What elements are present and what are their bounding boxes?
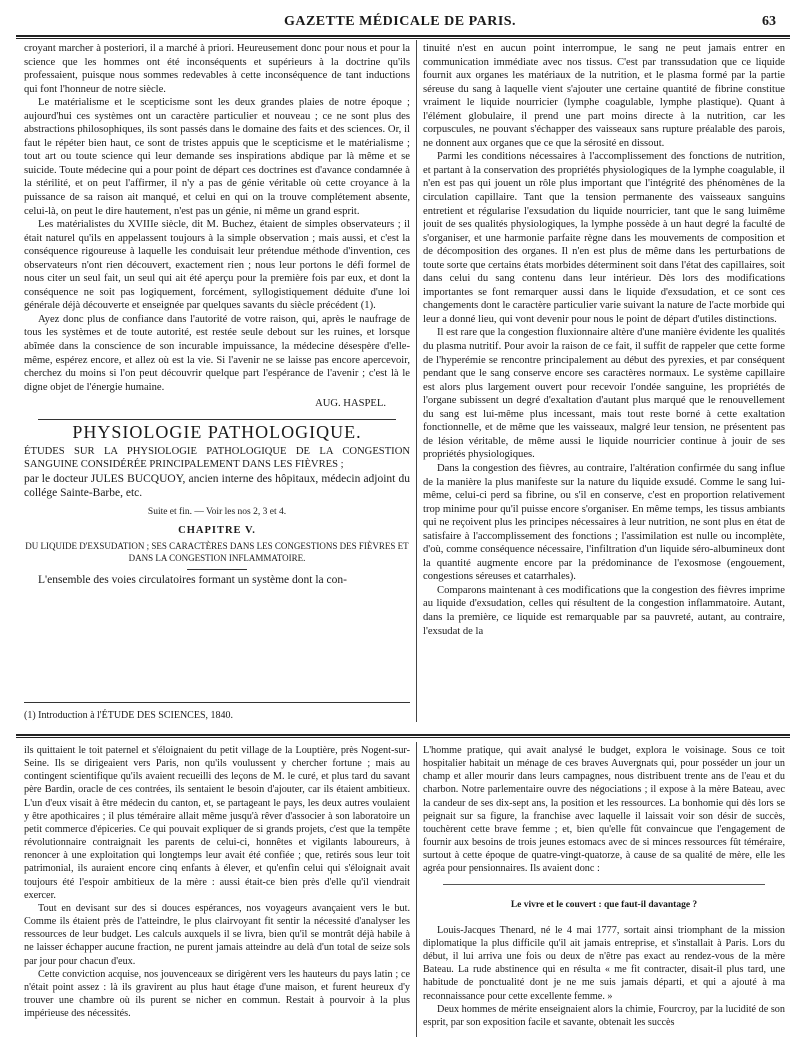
byline: par le docteur JULES BUCQUOY, ancien interne des hôpitaux, médecin adjoint du collége Sainte-Barbe, etc. bbox=[24, 473, 410, 500]
feuilleton-subhead: Le vivre et le couvert : que faut-il davantage ? bbox=[510, 899, 698, 910]
page-number: 63 bbox=[762, 14, 776, 29]
paragraph: Ayez donc plus de confiance dans l'autorité de votre raison, qui, après le naufrage de tous les systèmes et de toute autorité, est restée seule debout sur les ruines, et lorsque abîmée dans la conscience de son incurable impuissance, la médecine désespère d'elle-même, espérez encore, et allez où est la vie. Si l'avenir ne se laisse pas encore apercevoir, cherchez du moins si l'on peut découvrir quelque part l'espérance de l'avenir ; c'est là le digne objet de l'énergie humaine. bbox=[24, 313, 410, 393]
paragraph: Il est rare que la congestion fluxionnaire altère d'une manière évidente les qualités du plasma nutritif. Pour avoir la raison de ce fait, il suffit de rappeler que cette forme de l'hyperémie se rencontre principalement au début des pyrexies, et par conséquent pendant que le sang conserve encore ses caractères normaux. Le système capillaire est alors plus largement ouvert pour recevoir l'ondée sanguine, les propriétés de l'organe subissent un degré d'exaltation d'autant plus marqué que le renouvellement du sang est lui-même plus incessant, mais tout reste borné à cette exaltation fonctionnelle, et de même que les vaisseaux, malgré leur tension, ne présentent pas de lésion véritable, de même aussi le liquide nourricier continue à jouir de ses propriétés physiologiques. bbox=[423, 327, 785, 461]
paragraph: Les matérialistes du XVIIIe siècle, dit M. Buchez, étaient de simples observateurs ; il était naturel qu'ils en appelassent toujours à la simple observation ; mais aussi, et c'est la conséquence rigoureuse à laquelle les conduisait leur prétendue méthode d'invention, ces observateurs n'ont rien découvert, exactement rien ; nous leur portons le défi formel de nous citer un seul fait, un seul qui ait été aperçu pour la première fois par eux, et dont la conséquence ne soit pas logiquement, forcément, syllogistiquement déduite d'une loi générale déjà découverte et enseignée par quelques savants du siècle précédent (1). bbox=[24, 219, 410, 312]
feuilleton-left-column bbox=[24, 744, 410, 1038]
header-rule bbox=[16, 35, 790, 39]
footnote-rule bbox=[24, 702, 410, 703]
chapter-rule bbox=[187, 569, 247, 570]
paragraph: Comparons maintenant à ces modifications que la congestion des fièvres imprime au liquide d'exsudation, celles qui résultent de la congestion inflammatoire. Autant, dans la première, ce liquide est remarquable par sa pauvreté, autant, au contraire, l'exsudat de la bbox=[423, 584, 785, 637]
section-divider bbox=[38, 419, 396, 420]
chapter-subtitle: DU LIQUIDE D'EXSUDATION ; SES CARACTÈRES DANS LES CONGESTIONS DES FIÈVRES ET DANS LA CONGESTION INFLAMMATOIRE. bbox=[25, 541, 409, 563]
page-header bbox=[0, 0, 800, 38]
column-divider bbox=[416, 40, 417, 722]
section-title: PHYSIOLOGIE PATHOLOGIQUE. bbox=[72, 421, 362, 442]
subhead-rule bbox=[443, 884, 765, 885]
top-left-column bbox=[24, 42, 410, 690]
paragraph: Tout en devisant sur des si douces espérances, nos voyageurs avançaient vers le but. Comme ils étaient près de l'atteindre, le plus clairvoyant fit sentir la nécessité d'analyser les ressources de leur budget. Les calculs auxquels il se livra, bien qu'il se montrât déjà habile à ne laisser échapper aucune fraction, ne purent jamais atteindre au delà d'un total de seize sols par jour pour chacun d'eux. bbox=[24, 902, 410, 967]
paragraph: Louis-Jacques Thenard, né le 4 mai 1777, sortait ainsi triomphant de la mission diplomatique la plus difficile qu'il ait jamais entreprise, et s'installait à Paris. Lors du début, il lui arriva une fois ou deux de n'être pas exact au rendez-vous de la mère Bateau. La rude abstinence qui en résulta « me fit contracter, disait-il plus tard, une habitude de ponctualité dont je ne me suis jamais départi, et qui a ajouté à ma reconnaissance pour cette excellente femme. » bbox=[423, 924, 785, 1002]
footnote: (1) Introduction à l'ÉTUDE DES SCIENCES, 1840. bbox=[24, 710, 234, 721]
paragraph: L'ensemble des voies circulatoires formant un système dont la con- bbox=[38, 574, 347, 587]
paragraph: ils quittaient le toit paternel et s'éloignaient du petit village de la Louptière, près Nogent-sur-Seine. Ils se dirigeaient vers Paris, non qu'ils voulussent y chercher fortune ; mais au contingent scientifique qu'ils avaient recueilli des leçons de M. le curé, et plus tard du savant père Bardin, oracle de ces contrées, ils sentaient le besoin d'ajouter, car ils étaient ambitieux. L'un d'eux visait à être médecin du canton, et, se partageant le pays, les deux autres voulaient y être apothicaires ; il plus téméraire allait même jusqu'à rêver d'associer à son laboratoire un petit commerce d'épiceries. Ce qui pouvait expliquer de si grands projets, c'est que la tempête révolutionnaire contraignait les parents de celui-ci, honnêtes et vigilants laboureurs, à renoncer à une exploitation qui longtemps leur avait été confiée ; que, retirés sous leur toit patrimonial, ils auraient encore cinq enfants à élever, et qu'enfin celui qui s'éloignait avait toujours été l'espoir ambitieux de la mère : aussi était-ce bien près d'elle qu'il viendrait exercer. bbox=[24, 745, 410, 901]
paragraph: croyant marcher à posteriori, il a marché à priori. Heureusement donc pour nous et pour la science que les hommes ont été inconséquents et supérieurs à la doctrine qu'ils professaient, puisque nous sommes redevables à cette inconséquence de tant inductions qui font l'honneur de notre siècle. bbox=[24, 43, 410, 95]
column-divider-feuilleton bbox=[416, 742, 417, 1037]
feuilleton-rule bbox=[16, 734, 790, 738]
paragraph: Parmi les conditions nécessaires à l'accomplissement des fonctions de nutrition, et partant à la conservation des propriétés physiologiques de la lymphe coagulable, il n'en est pas qui jouent un rôle plus important que l'intégrité des phénomènes de la circulation capillaire. Tant que la tension permanente des vaisseaux sanguins entretient et régularise l'exsudation du liquide nourricier, tant que le sang luimême jouit de ses qualités physiologiques, la lymphe possède à un haut degré la faculté de s'organiser, et une harmonie parfaite règne dans les mouvements de composition et de décomposition des organes. Il n'en est plus de même dans les perturbations de toute sorte que certains états morbides déterminent soit dans l'état des capillaires, soit dans celui du sang contenu dans leur intérieur. Dès lors des modifications importantes se font remarquer aussi dans le liquide d'exsudation, et ce sont ces changements dont le caractère particulier varie suivant la nature de l'acte morbide qui leur a donné lieu, qui vont devenir pour nous le point de départ d'utiles distinctions. bbox=[423, 151, 785, 325]
continuation-note: Suite et fin. — Voir les nos 2, 3 et 4. bbox=[147, 507, 287, 518]
paragraph: Le matérialisme et le scepticisme sont les deux grandes plaies de notre époque ; aujourd'hui ces systèmes ont un caractère particulier et nouveau ; ce ne sont plus des abstractions philosophiques, ils sont passés dans le domaine des faits et des sciences. Or, il faut le répéter bien haut, ce sont de tristes appuis que le scepticisme et le matérialisme ; tout art ou toute science qui leur demande ses inspirations abdique par là même et se suicide. Toute médecine qui a pour point de départ ces doctrines est d'avance condamnée à la stérilité, et on peut l'affirmer, il n'y a pas de génie véritable où cette croyance à la puissance de sa raison ait manqué, et celui en qui on la trouve complétement absente, celui-là, on peut le dire hautement, n'est pas un génie, ni même un grand esprit. bbox=[24, 97, 410, 217]
author-signature: AUG. HASPEL. bbox=[315, 398, 386, 410]
paragraph: Dans la congestion des fièvres, au contraire, l'altération confirmée du sang influe de la manière la plus manifeste sur la nature du liquide exsudé. Comme le sang lui-même, celui-ci perd sa fibrine, ou s'il en conserve, c'est en proportion relativement trop minime pour qu'il puisse encore s'organiser. En même temps, les tissus ambiants qui ne reçoivent plus les principes nécessaires à leur nutrition, ne sont plus en état de satisfaire à l'accomplissement des fonctions ; l'assimilation est nulle ou incomplète, d'où, comme conséquence nécessaire, l'infiltration d'un liquide séro-albumineux dont la quantité augmente encore par la prédominance de l'exosmose (engouement, congestions séreuses et catarrhales). bbox=[423, 462, 785, 583]
chapter-heading: CHAPITRE V. bbox=[178, 524, 256, 536]
feuilleton-right-column bbox=[423, 744, 785, 1038]
paragraph: tinuité n'est en aucun point interrompue, le sang ne peut jamais entrer en communication immédiate avec nos tissus. C'est par transsudation que ce liquide fournit aux organes les matériaux de la nutrition, et le plasma formé par la partie séreuse du sang à laquelle vient s'ajouter une certaine quantité de fibrine constitue vraiment le liquide nourricier (lymphe coagulable, lymphe plastique). Quant à l'élément globulaire, il prend une part moins directe à la nutrition, car les corpuscules, ne pouvant s'échapper des vaisseaux sans rupture préalable des parois, ne donnent aux organes que ce que la sérosité en dissout. bbox=[423, 43, 785, 149]
paragraph: Cette conviction acquise, nos jouvenceaux se dirigèrent vers les hauteurs du pays latin ; ce n'était point assez : là ils gravirent au plus haut étage d'une maison, et furent heureux d'y trouver une chambre où ils purent se nicher en commun. Restait à pourvoir à la plus impérieuse des nécessités. bbox=[24, 968, 410, 1020]
paragraph: L'homme pratique, qui avait analysé le budget, explora le voisinage. Sous ce toit hospitalier habitait un ménage de ces braves Auvergnats qui, pour posséder un jour un champ et aller mourir dans leurs campagnes, nous distribuent trente ans de l'eau et du charbon. Notre parlementaire ouvre des négociations ; il expose à la mère Bateau, avec la candeur de ses dix-sept ans, la position et les ressources. La bonhomie qui dès lors se peignait sur sa figure, la franchise avec laquelle il laissait voir son désir de succès, touchèrent cette brave femme ; et, bien qu'elle fût convaincue que l'engagement de fournir aux besoins de trois jeunes estomacs avec de si minces ressources fût téméraire, surtout à cette époque de quatre-vingt-quatorze, à cause de sa qualité de mère, elle les agréa pour pensionnaires. Ils avaient donc : bbox=[423, 745, 785, 875]
top-right-column bbox=[423, 42, 785, 722]
study-title: ÉTUDES SUR LA PHYSIOLOGIE PATHOLOGIQUE DE LA CONGESTION SANGUINE CONSIDÉRÉE PRINCIPALEMENT DANS LES FIÈVRES ; bbox=[24, 446, 410, 471]
paragraph: Deux hommes de mérite enseignaient alors la chimie, Fourcroy, par la lucidité de son esprit, par son exposition facile et savante, obtenait les succès bbox=[423, 1003, 785, 1028]
journal-title: GAZETTE MÉDICALE DE PARIS. bbox=[283, 14, 517, 29]
